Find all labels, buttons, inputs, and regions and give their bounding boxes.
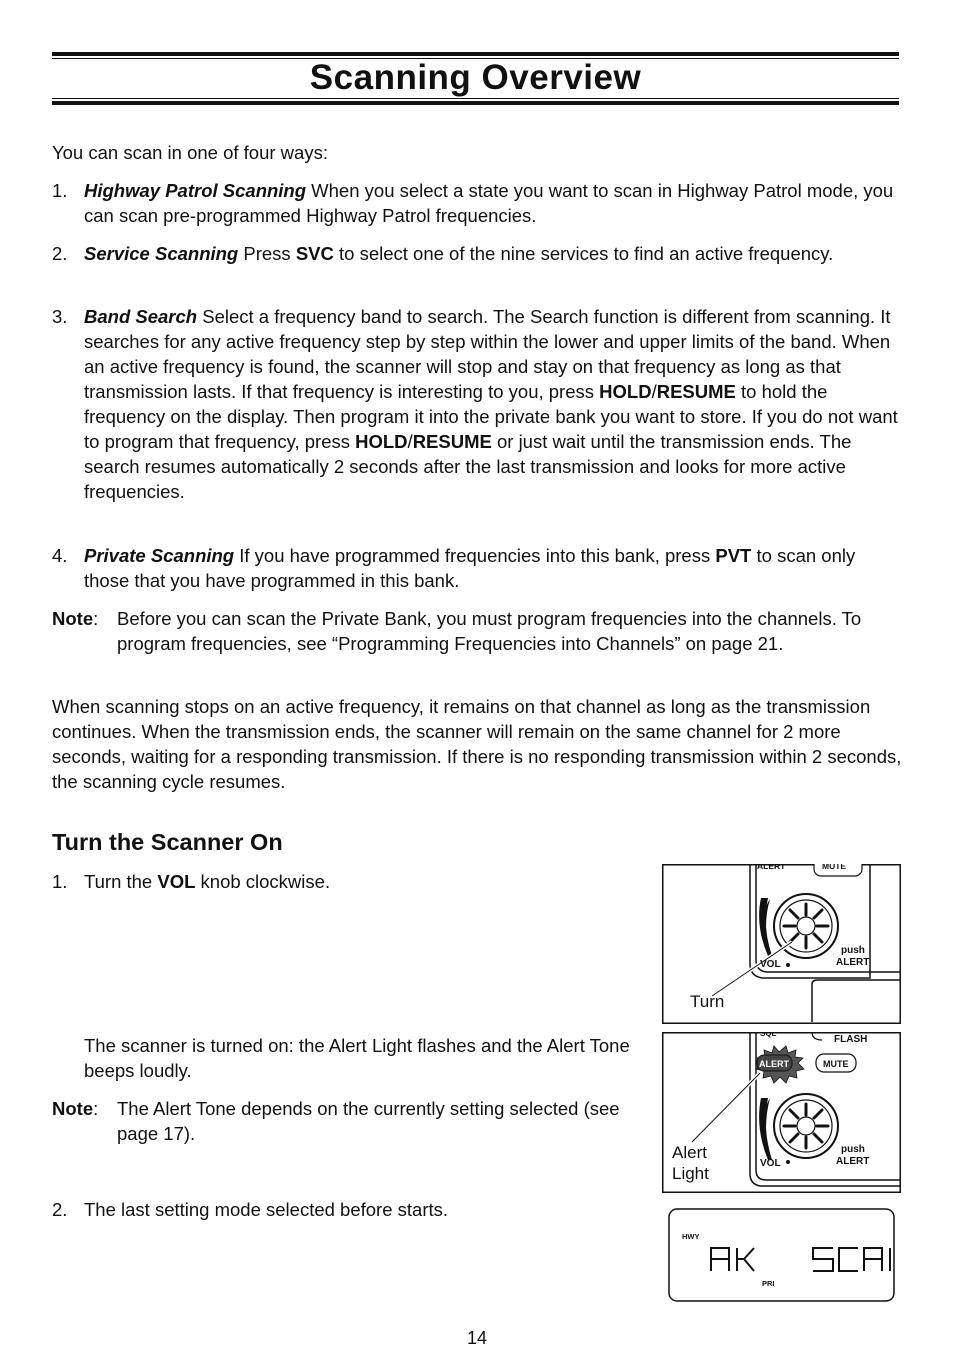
push-alert-label: ALERT bbox=[836, 1156, 870, 1167]
alert-button-label: ALERT bbox=[759, 1059, 789, 1069]
figure-alert-light bbox=[662, 1032, 901, 1193]
note-private-bank bbox=[52, 606, 902, 656]
list-item bbox=[52, 869, 632, 894]
note-alert-tone bbox=[52, 1096, 652, 1146]
vol-label: VOL bbox=[760, 959, 781, 970]
note-colon: : bbox=[93, 608, 99, 629]
key-name: SVC bbox=[295, 243, 334, 264]
figure-vol-knob bbox=[662, 864, 901, 1024]
sql-label: SQL bbox=[760, 1032, 777, 1038]
method-text: to scan only those that you have programmed in this bank. bbox=[84, 545, 856, 591]
step-text: Turn the bbox=[84, 871, 158, 892]
lcd-text-right bbox=[668, 1302, 669, 1303]
figure-lcd-display bbox=[668, 1208, 895, 1302]
method-text: When you select a state you want to scan in Highway Patrol mode, you can scan pre-programmed Highway Patrol frequencies. bbox=[84, 180, 894, 226]
lcd-display-illustration bbox=[668, 1208, 895, 1302]
page-number: 14 bbox=[466, 1328, 488, 1348]
method-text: to select one of the nine services to find an active frequency. bbox=[333, 243, 834, 264]
method-text: to hold the frequency on the display. Then program it into the private bank you want to store. If you do not want to program that frequency, press bbox=[84, 381, 898, 452]
mute-label: MUTE bbox=[822, 864, 847, 871]
method-text: Press bbox=[238, 243, 296, 264]
method-term: Service Scanning bbox=[84, 243, 239, 264]
key-name: HOLD bbox=[355, 431, 408, 452]
list-item bbox=[52, 1197, 632, 1222]
caption-line: Light bbox=[672, 1164, 709, 1183]
push-alert-label: ALERT bbox=[836, 957, 870, 968]
note-label bbox=[52, 1096, 98, 1121]
bottom-rule-thin bbox=[52, 98, 899, 99]
mute-button-label: MUTE bbox=[823, 1059, 849, 1069]
hwy-indicator: HWY bbox=[682, 1232, 700, 1241]
bottom-rule-thick bbox=[52, 101, 899, 105]
key-name: RESUME bbox=[412, 431, 492, 452]
list-number: 2. bbox=[52, 1199, 68, 1220]
method-term: Band Search bbox=[84, 306, 198, 327]
pri-indicator: PRI bbox=[762, 1279, 775, 1288]
list-number: 2. bbox=[52, 243, 68, 264]
caption-line: Alert bbox=[672, 1143, 707, 1162]
slash: / bbox=[651, 381, 657, 402]
key-name: HOLD bbox=[599, 381, 652, 402]
step-text: knob clockwise. bbox=[195, 871, 331, 892]
key-name: PVT bbox=[715, 545, 752, 566]
alert-light-caption bbox=[672, 1142, 709, 1184]
list-item bbox=[52, 543, 902, 593]
list-item bbox=[52, 304, 902, 504]
step-text: The last setting mode selected before starts. bbox=[84, 1199, 449, 1220]
scan-stop-paragraph: When scanning stops on an active frequency, it remains on that channel as long as the transmission continues. When the transmission ends, the scanner will remain on the same channel for 2 more seconds, waiting for a responding transmission. If there is no responding transmission within 2 seconds, the scanning cycle resumes. bbox=[52, 696, 902, 792]
push-label: push bbox=[841, 1144, 865, 1155]
slash: / bbox=[407, 431, 413, 452]
list-number: 1. bbox=[52, 871, 68, 892]
list-number: 3. bbox=[52, 306, 68, 327]
note-text: The Alert Tone depends on the currently setting selected (see page 17). bbox=[117, 1098, 620, 1144]
note-colon: : bbox=[93, 1098, 99, 1119]
key-name: RESUME bbox=[656, 381, 736, 402]
turn-caption: Turn bbox=[690, 992, 725, 1011]
alert-label: ALERT bbox=[757, 864, 786, 871]
list-number: 4. bbox=[52, 545, 68, 566]
method-text: or just wait until the transmission ends. The search resumes automatically 2 seconds after the last transmission and looks for more active frequencies. bbox=[84, 431, 852, 502]
list-item bbox=[52, 178, 902, 228]
method-text: Select a frequency band to search. The Search function is different from scanning. It searches for any active frequency step by step within the lower and upper limits of the band. When an active frequency is found, the scanner will stop and stay on that frequency as long as that transmission lasts. If that frequency is interesting to you, press bbox=[84, 306, 891, 402]
list-item bbox=[52, 241, 902, 266]
vol-label: VOL bbox=[760, 1158, 781, 1169]
page-title: Scanning Overview bbox=[309, 58, 642, 97]
note-label bbox=[52, 606, 98, 631]
intro-text: You can scan in one of four ways: bbox=[52, 142, 328, 163]
flash-label: FLASH bbox=[834, 1034, 868, 1045]
method-term: Highway Patrol Scanning bbox=[84, 180, 307, 201]
turned-on-text: The scanner is turned on: the Alert Light flashes and the Alert Tone beeps loudly. bbox=[84, 1035, 630, 1081]
section-heading: Turn the Scanner On bbox=[52, 829, 283, 855]
key-name: VOL bbox=[157, 871, 196, 892]
note-label-word: Note bbox=[52, 1098, 94, 1119]
note-text: Before you can scan the Private Bank, you must program frequencies into the channels. To program frequencies, see “Programming Frequencies into Channels” on page 21. bbox=[117, 608, 862, 654]
method-text: If you have programmed frequencies into this bank, press bbox=[234, 545, 716, 566]
lcd-text-left bbox=[668, 1302, 669, 1303]
method-term: Private Scanning bbox=[84, 545, 235, 566]
note-label-word: Note bbox=[52, 608, 94, 629]
push-label: push bbox=[841, 945, 865, 956]
list-number: 1. bbox=[52, 180, 68, 201]
